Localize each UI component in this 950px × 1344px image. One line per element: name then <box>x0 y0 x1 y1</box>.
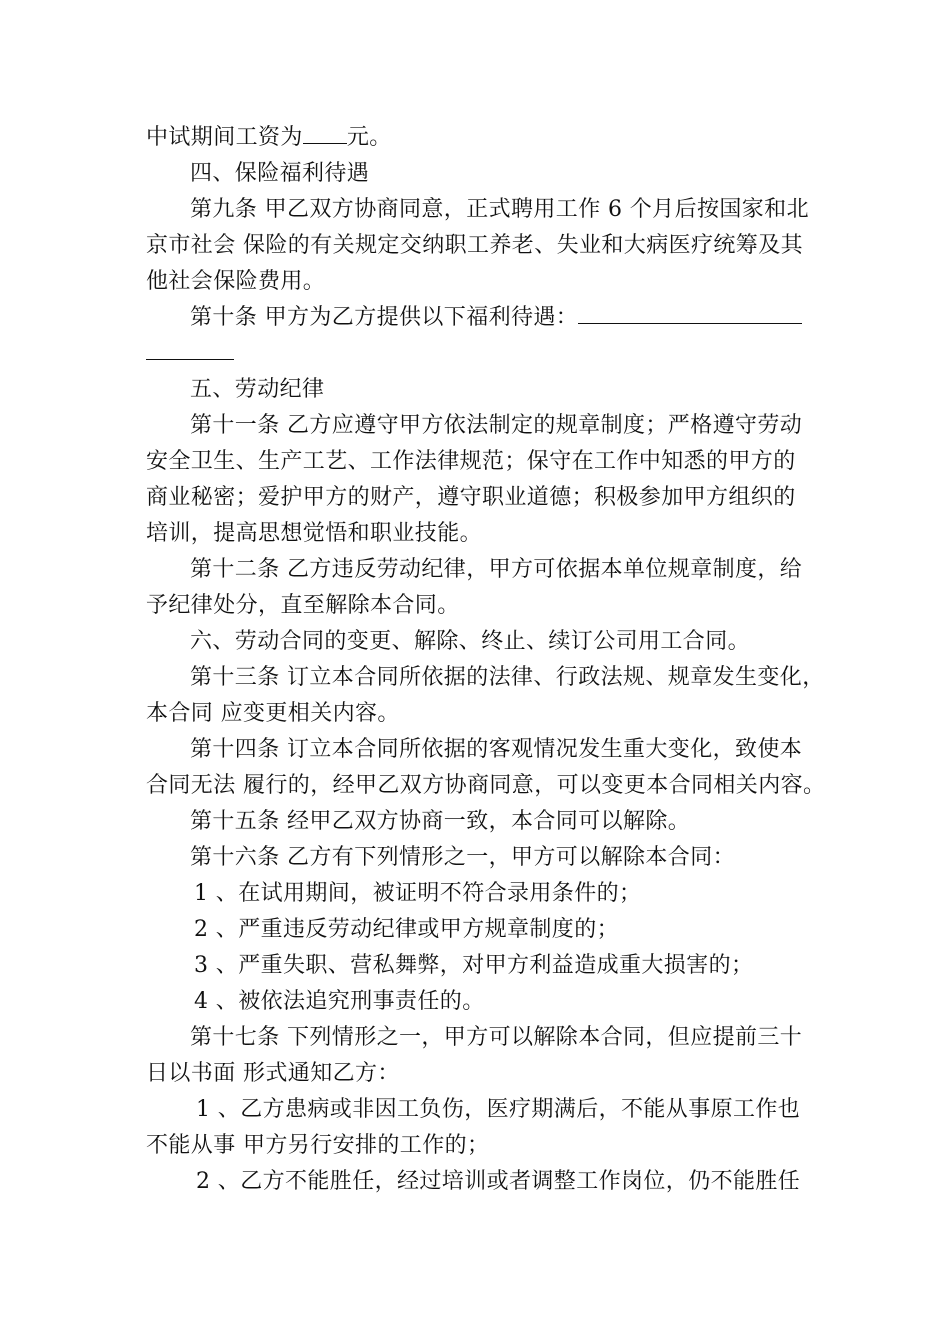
article-17-line-2: 日以书面 形式通知乙方： <box>146 1061 400 1086</box>
wage-blank <box>303 121 347 144</box>
article-11-line-1: 第十一条 乙方应遵守甲方依法制定的规章制度；严格遵守劳动 <box>190 413 803 438</box>
article-16-item-1: 1 、在试用期间，被证明不符合录用条件的； <box>194 881 642 906</box>
article-11-line-3: 商业秘密；爱护甲方的财产，遵守职业道德；积极参加甲方组织的 <box>146 485 796 510</box>
document-page <box>146 120 826 1200</box>
article-15-line-1: 第十五条 经甲乙双方协商一致，本合同可以解除。 <box>190 809 691 834</box>
article-13-line-2: 本合同 应变更相关内容。 <box>146 701 400 726</box>
article-17-item-1-line-2: 不能从事 甲方另行安排的工作的； <box>146 1133 490 1158</box>
article-16-item-3: 3 、严重失职、营私舞弊，对甲方利益造成重大损害的； <box>194 953 754 978</box>
article-17-item-1-line-1: 1 、乙方患病或非因工负伤，医疗期满后，不能从事原工作也 <box>196 1097 801 1122</box>
article-16-line-1: 第十六条 乙方有下列情形之一，甲方可以解除本合同： <box>190 845 735 870</box>
article-11-line-4: 培训，提高思想觉悟和职业技能。 <box>146 521 483 546</box>
article-9-line-1: 第九条 甲乙双方协商同意，正式聘用工作 6 个月后按国家和北 <box>190 197 809 222</box>
article-11-line-2: 安全卫生、生产工艺、工作法律规范；保守在工作中知悉的甲方的 <box>146 449 796 474</box>
article-9-line-3: 他社会保险费用。 <box>146 269 326 294</box>
article-14-line-2: 合同无法 履行的，经甲乙双方协商同意，可以变更本合同相关内容。 <box>146 773 826 798</box>
section-heading-insurance: 四、保险福利待遇 <box>190 161 370 186</box>
probation-wage-text: 中试期间工资为 <box>146 125 303 150</box>
article-10-line-2 <box>146 336 816 372</box>
article-17-line-1: 第十七条 下列情形之一，甲方可以解除本合同，但应提前三十 <box>190 1025 803 1050</box>
article-12-line-2: 予纪律处分，直至解除本合同。 <box>146 593 460 618</box>
probation-wage-unit: 元。 <box>346 125 392 150</box>
article-10-text: 第十条 甲方为乙方提供以下福利待遇： <box>190 305 579 330</box>
article-16-item-4: 4 、被依法追究刑事责任的。 <box>194 989 485 1014</box>
article-13-line-1: 第十三条 订立本合同所依据的法律、行政法规、规章发生变化， <box>190 665 825 690</box>
section-heading-discipline: 五、劳动纪律 <box>190 377 325 402</box>
benefits-blank-continued <box>146 337 234 360</box>
section-heading-contract-changes: 六、劳动合同的变更、解除、终止、续订公司用工合同。 <box>190 629 751 654</box>
article-14-line-1: 第十四条 订立本合同所依据的客观情况发生重大变化，致使本 <box>190 737 803 762</box>
probation-wage-line <box>146 120 816 156</box>
article-10-line-1 <box>146 300 816 336</box>
article-9-line-2: 京市社会 保险的有关规定交纳职工养老、失业和大病医疗统筹及其 <box>146 233 803 258</box>
article-17-item-2-line-1: 2 、乙方不能胜任，经过培训或者调整工作岗位，仍不能胜任 <box>196 1169 801 1194</box>
article-16-item-2: 2 、严重违反劳动纪律或甲方规章制度的； <box>194 917 619 942</box>
benefits-blank <box>578 301 802 324</box>
article-12-line-1: 第十二条 乙方违反劳动纪律，甲方可依据本单位规章制度，给 <box>190 557 803 582</box>
